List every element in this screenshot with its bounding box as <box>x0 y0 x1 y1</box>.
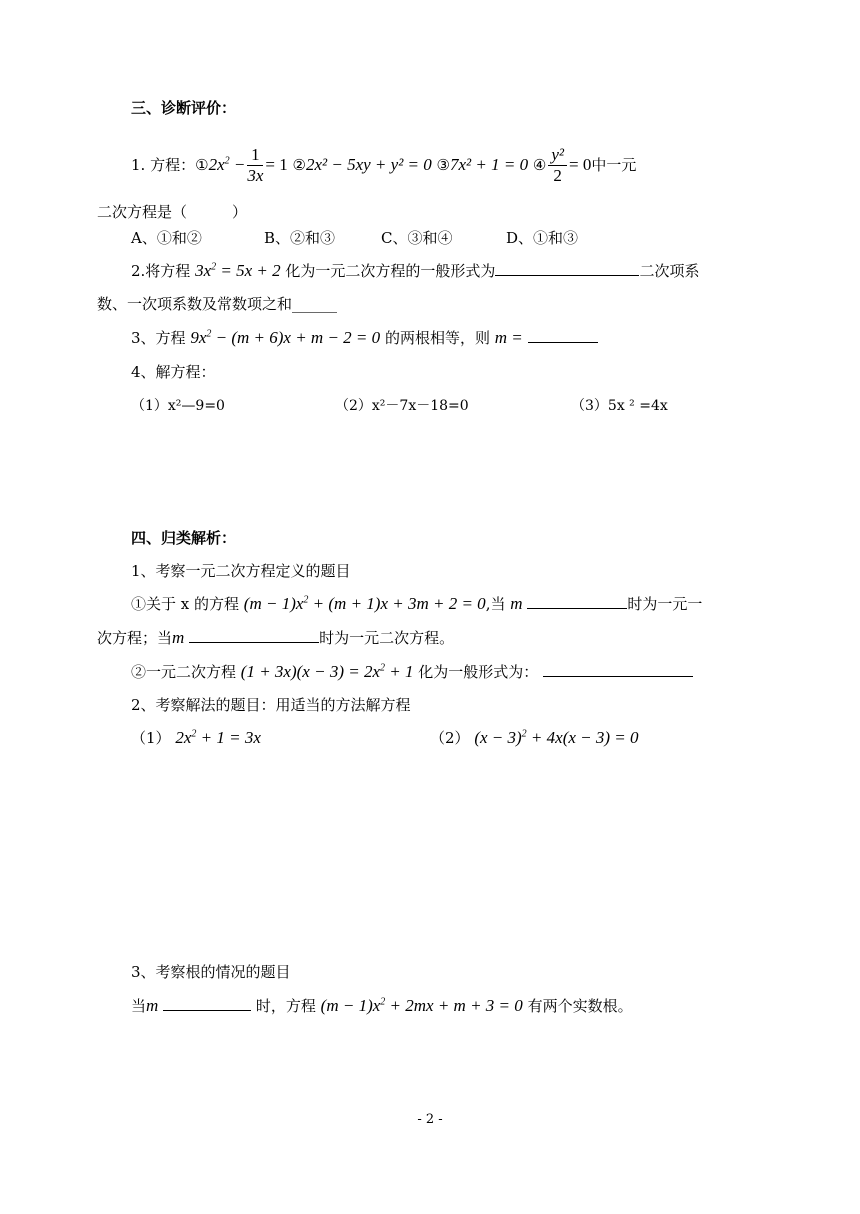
q2-answer-blank[interactable] <box>495 261 639 276</box>
page-number: - 2 - <box>417 1112 443 1127</box>
p2-item-1-equation: $2x^2 + 1 = 3x$ <box>175 728 261 747</box>
q4-item-3: （3）5x ² =4x <box>571 398 668 414</box>
section3-title: 三、诊断评价： <box>131 99 237 117</box>
p1-b-text2: 化为一般形式为： <box>418 663 539 681</box>
q3-text-b: 的两根相等，则 <box>384 329 490 347</box>
q2-line1 <box>131 261 699 281</box>
q3-text-a: 3、方程 <box>131 329 186 347</box>
q1-mark3: ③ <box>436 156 450 174</box>
q2-equation: $3x^2 = 5x + 2$ <box>195 261 281 280</box>
q1-line2: 二次方程是（ ） <box>97 203 248 221</box>
q4-item-2: （2）x²－7x－18=0 <box>335 398 469 414</box>
p1-a-blank-1[interactable] <box>527 594 627 609</box>
q1-eq4-rhs: = 0 <box>568 155 592 174</box>
q1-option-a: A、①和② <box>131 229 202 247</box>
q1-eq1-part-b: = 1 <box>265 155 288 174</box>
q1-eq1-fraction: $\frac{1}{3x}$ <box>247 144 264 185</box>
p3-line <box>131 996 633 1016</box>
p2-item-1 <box>131 728 261 748</box>
p3-equation: $(m - 1)x^2 + 2mx + m + 3 = 0$ <box>320 996 523 1015</box>
q1-mark2: ② <box>292 156 306 174</box>
p1-a-text3: 时为一元一 <box>627 595 703 613</box>
q1-eq1-part-a: $2x^2$ − <box>208 155 246 174</box>
p3-var: m <box>146 996 159 1015</box>
q1-eq4-fraction: $\frac{\text{y²}}{2}$ <box>548 145 567 186</box>
section4-title: 四、归类解析： <box>131 529 237 547</box>
q2-text-b: 化为一元二次方程的一般形式为 <box>285 262 496 280</box>
p1-a-line2-var: m <box>172 628 185 647</box>
p3-answer-blank[interactable] <box>163 996 251 1011</box>
p2-item-1-label: （1） <box>131 729 171 747</box>
p1-a-line2-text1: 次方程；当 <box>97 629 173 647</box>
q4-item-1: （1）x²—9=0 <box>131 398 225 414</box>
p3-text2: 时，方程 <box>255 997 316 1015</box>
q2-line2: 数、一次项系数及常数项之和______ <box>97 295 338 313</box>
p2-item-2-label: （2） <box>430 729 470 747</box>
p1-a-text1: ①关于 x 的方程 <box>131 595 239 613</box>
q2-text-a: 2.将方程 <box>131 262 191 280</box>
q1-tail: 中一元 <box>591 156 637 174</box>
p3-text1: 当 <box>131 997 147 1015</box>
p3-text3: 有两个实数根。 <box>527 997 633 1015</box>
q1-option-d: D、①和③ <box>506 229 579 247</box>
q1-eq2: 2x² − 5xy + y² = 0 <box>305 155 432 174</box>
q2-text-c: 二次项系 <box>639 262 700 280</box>
q3-equation: $9x^2 - (m + 6)x + m - 2 = 0$ <box>190 328 381 347</box>
q1-num: 1. <box>131 156 146 174</box>
p1-title: 1、考察一元二次方程定义的题目 <box>131 562 351 580</box>
q1-label: 方程： <box>150 156 196 174</box>
p1-a-line2-text2: 时为一元二次方程。 <box>319 629 455 647</box>
q3-answer-blank[interactable] <box>528 328 598 343</box>
q1-mark4: ④ <box>532 156 547 174</box>
q3-var: m = <box>494 328 523 347</box>
p1-a-line2 <box>97 628 454 648</box>
p1-a-equation: $(m - 1)x^2 + (m + 1)x + 3m + 2 = 0$ <box>243 594 486 613</box>
p1-a-blank-2[interactable] <box>189 628 319 643</box>
q3-line <box>131 328 598 348</box>
q1-option-c: C、③和④ <box>381 229 453 247</box>
p2-title: 2、考察解法的题目：用适当的方法解方程 <box>131 696 411 714</box>
p1-b-text1: ②一元二次方程 <box>131 663 237 681</box>
p1-a-var: m <box>510 594 523 613</box>
q1-eq3: 7x² + 1 = 0 <box>450 155 529 174</box>
q1-line1 <box>131 140 636 190</box>
p3-title: 3、考察根的情况的题目 <box>131 963 291 981</box>
p1-b-equation: $(1 + 3x)(x - 3) = 2x^2 + 1$ <box>240 662 414 681</box>
p1-b-blank[interactable] <box>543 662 693 677</box>
q1-mark1: ① <box>195 156 209 174</box>
p2-item-2 <box>430 728 639 748</box>
p1-a-text2: ,当 <box>485 595 506 613</box>
q1-option-b: B、②和③ <box>264 229 336 247</box>
p1-a-line1 <box>131 594 702 614</box>
q4-title: 4、解方程： <box>131 363 216 381</box>
p2-item-2-equation: $(x - 3)^2 + 4x(x - 3) = 0$ <box>474 728 639 747</box>
p1-b-line <box>131 662 693 682</box>
